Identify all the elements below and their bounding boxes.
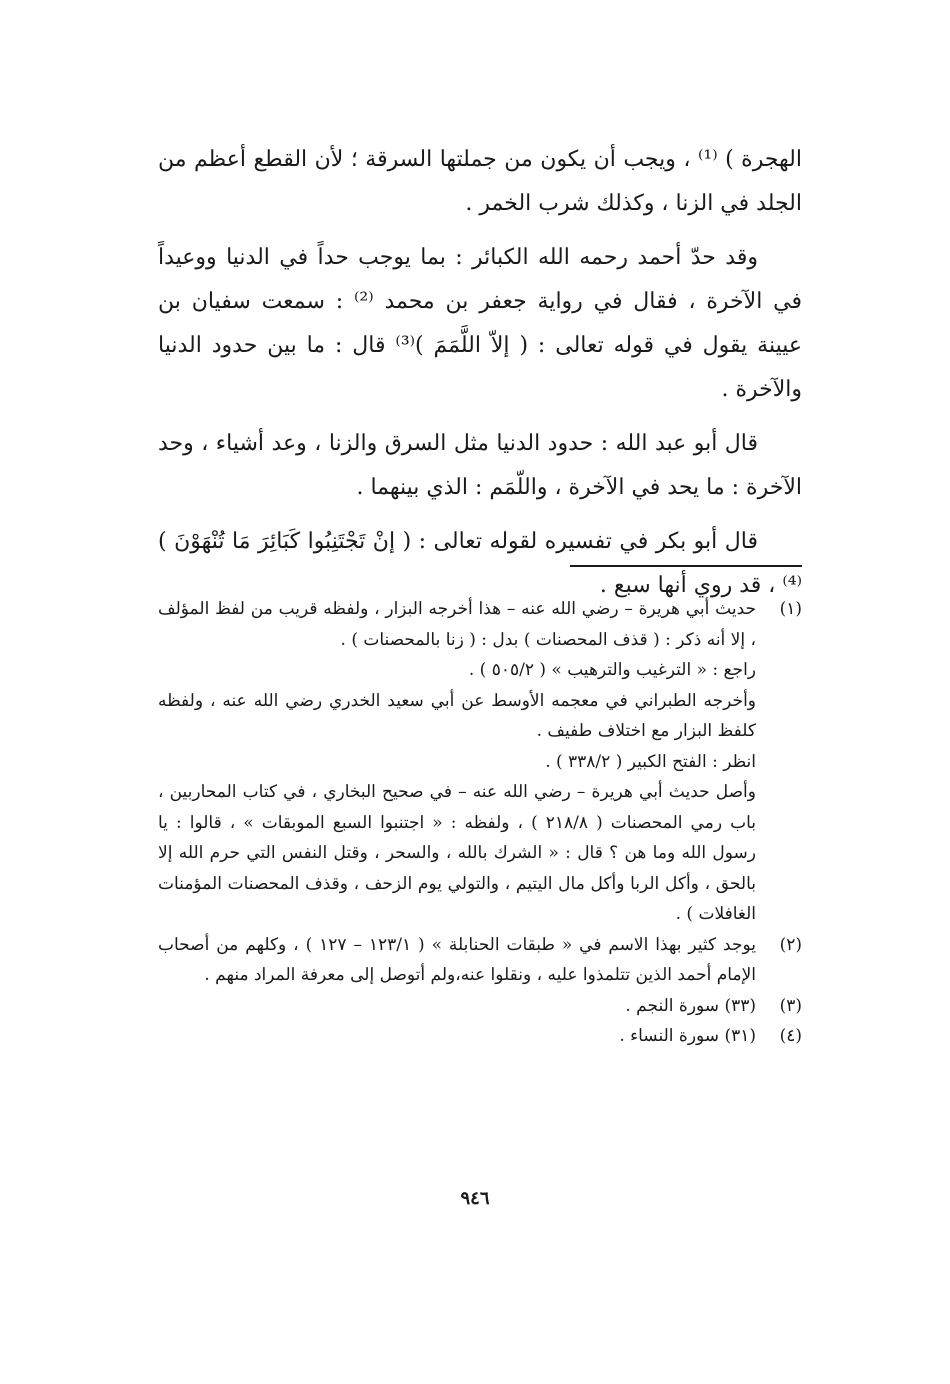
paragraph: قال أبو عبد الله : حدود الدنيا مثل السرق والزنا ، وعد أشياء ، وحد الآخرة : ما يحد في الآخرة ، واللّمَم : الذي بينهما . <box>158 431 802 500</box>
footnote-line: وأخرجه الطبراني في معجمه الأوسط عن أبي سعيد الخدري رضي الله عنه ، ولفظه كلفظ البزار مع اختلاف طفيف . <box>158 690 756 741</box>
footnotes <box>158 594 802 1052</box>
page-number: ٩٤٦ <box>460 1188 490 1209</box>
footnote-line: (٣٣) سورة النجم . <box>625 995 756 1016</box>
footnote-line: انظر : الفتح الكبير ( ٣٣٨/٢ ) . <box>545 751 756 772</box>
footnote-line: وأصل حديث أبي هريرة – رضي الله عنه – في صحيح البخاري ، في كتاب المحاربين ، باب رمي المحصنات ( ٢١٨/٨ ) ، ولفظه : « اجتنبوا السبع الموبقات » ، قالوا : يا رسول الله وما هن ؟ قال : « الشرك بالله ، والسحر ، وقتل النفس التي حرم الله إلا بالحق ، وأكل الربا وأكل مال اليتيم ، والتولي يوم الزحف ، وقذف المحصنات المؤمنات الغافلات ) . <box>158 782 756 924</box>
footnote-number: (٤) <box>779 1026 802 1046</box>
paragraph: وقد حدّ أحمد رحمه الله الكبائر : بما يوجب حداً في الدنيا ووعيداً في الآخرة ، فقال في رواية جعفر بن محمد ⁽²⁾ : سمعت سفيان بن عيينة يقول في قوله تعالى : ( إلاّ اللَّمَمَ )⁽³⁾ قال : ما بين حدود الدنيا والآخرة . <box>158 245 802 402</box>
footnote <box>158 991 802 1022</box>
footnote-body <box>158 1021 756 1052</box>
footnote-body <box>158 594 756 930</box>
footnote-line: (٣١) سورة النساء . <box>619 1026 756 1046</box>
footnote <box>158 930 802 991</box>
footnote-number: (٣) <box>779 995 802 1016</box>
paragraph: الهجرة ) ⁽¹⁾ ، ويجب أن يكون من جملتها السرقة ؛ لأن القطع أعظم من الجلد في الزنا ، وكذلك شرب الخمر . <box>158 147 802 216</box>
footnote-number: (١) <box>779 599 802 619</box>
paragraph: قال أبو بكر في تفسيره لقوله تعالى : ( إنْ تَجْتَنِبُوا كَبَائِرَ مَا تُنْهَوْنَ ) ⁽⁴⁾ ، قد روي أنها سبع . <box>158 529 802 598</box>
footnote-line: يوجد كثير بهذا الاسم في « طبقات الحنابلة » ( ١٢٣/١ – ١٢٧ ) ، وكلهم من أصحاب الإمام أحمد الذين تتلمذوا عليه ، ونقلوا عنه،ولم أتوصل إلى معرفة المراد منهم . <box>158 934 756 985</box>
footnote-line: راجع : « الترغيب والترهيب » ( ٥٠٥/٢ ) . <box>468 660 756 680</box>
footnote <box>158 594 802 930</box>
footnote-body <box>158 930 756 991</box>
footnote-body <box>158 991 756 1022</box>
main-text <box>158 138 802 618</box>
footnote <box>158 1021 802 1052</box>
footnote-number: (٢) <box>779 934 802 955</box>
footnote-line: حديث أبي هريرة – رضي الله عنه – هذا أخرجه البزار ، ولفظه قريب من لفظ المؤلف ، إلا أنه ذكر : ( قذف المحصنات ) بدل : ( زنا بالمحصنات ) . <box>158 599 756 650</box>
footnote-separator <box>570 565 802 567</box>
